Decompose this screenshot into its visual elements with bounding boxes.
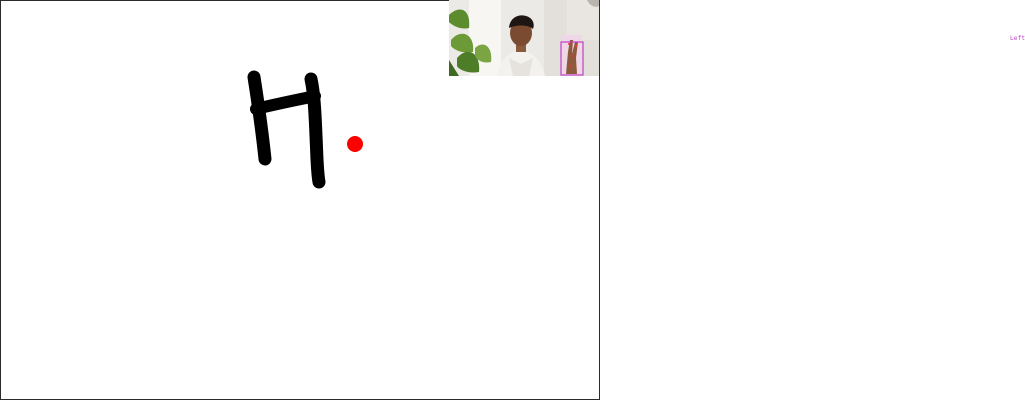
- webcam-feed-image: [449, 0, 599, 76]
- hand-label: Left: [1010, 35, 1025, 42]
- ink-stroke-left: [254, 77, 265, 159]
- cursor-dot: [347, 136, 363, 152]
- ink-stroke-right: [311, 79, 319, 182]
- ink-stroke-crossbar: [256, 96, 315, 109]
- webcam-preview: [449, 0, 1025, 76]
